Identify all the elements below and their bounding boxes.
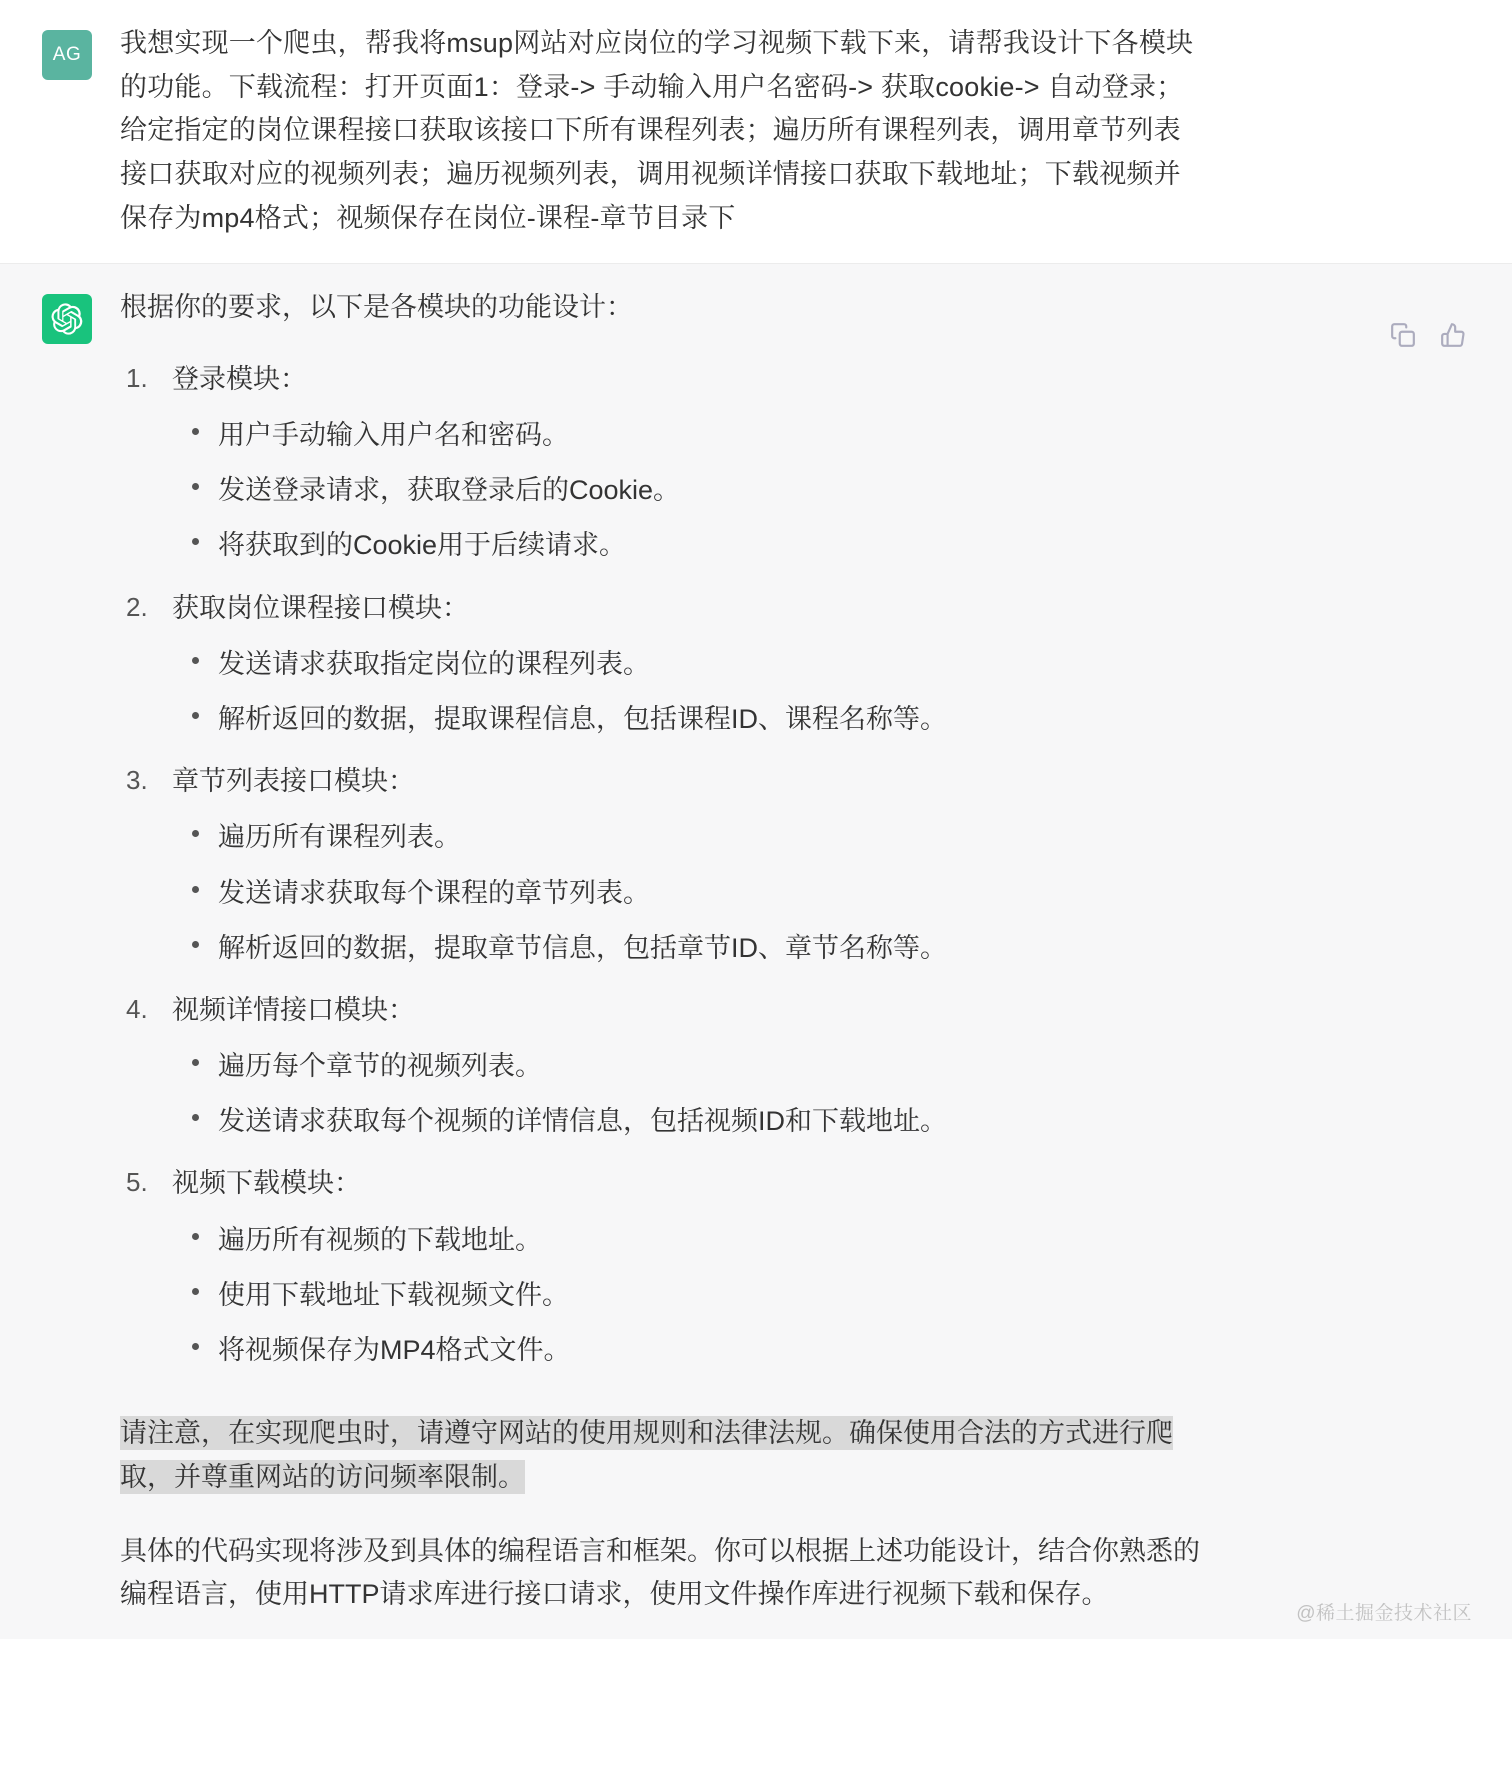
thumbs-up-icon[interactable] [1440, 322, 1466, 348]
module-title: 登录模块： [172, 363, 307, 394]
note-highlight: 取，并尊重网站的访问频率限制。 [120, 1461, 525, 1492]
message-actions [1390, 322, 1466, 348]
note-highlight: 请注意，在实现爬虫时，请遵守网站的使用规则和法律法规。确保使用合法的方式进行爬 [120, 1418, 1173, 1449]
list-item: 发送请求获取每个课程的章节列表。 [218, 866, 1200, 921]
list-item: 将视频保存为MP4格式文件。 [218, 1323, 1200, 1378]
list-item [172, 1159, 1200, 1378]
list-item: 解析返回的数据，提取课程信息，包括课程ID、课程名称等。 [218, 692, 1200, 747]
list-item: 用户手动输入用户名和密码。 [218, 408, 1200, 463]
module-title: 视频下载模块： [172, 1168, 361, 1199]
avatar: AG [42, 30, 92, 80]
list-item: 遍历所有视频的下载地址。 [218, 1213, 1200, 1268]
list-item: 使用下载地址下载视频文件。 [218, 1268, 1200, 1323]
list-item: 发送登录请求，获取登录后的Cookie。 [218, 463, 1200, 518]
user-message-body [120, 22, 1240, 241]
closing-paragraph: 具体的代码实现将涉及到具体的编程语言和框架。你可以根据上述功能设计，结合你熟悉的编程语言，使用HTTP请求库进行接口请求，使用文件操作库进行视频下载和保存。 [120, 1535, 1200, 1610]
highlighted-note [120, 1412, 1200, 1499]
user-avatar-column [0, 22, 120, 241]
note-line-1 [120, 1412, 1200, 1456]
module-sub-list [172, 810, 1200, 976]
list-item [172, 584, 1200, 748]
watermark: @稀土掘金技术社区 [1296, 1603, 1472, 1625]
copy-icon[interactable] [1390, 322, 1416, 348]
assistant-message-body [120, 286, 1240, 1618]
list-item [172, 986, 1200, 1150]
note-line-2 [120, 1456, 1200, 1500]
list-item [172, 757, 1200, 976]
user-message-row [0, 0, 1512, 264]
list-item [172, 355, 1200, 574]
module-title: 获取岗位课程接口模块： [172, 592, 469, 623]
module-sub-list [172, 1213, 1200, 1379]
list-item: 将获取到的Cookie用于后续请求。 [218, 518, 1200, 573]
user-message-text: 我想实现一个爬虫，帮我将msup网站对应岗位的学习视频下载下来，请帮我设计下各模块的功能。下载流程：打开页面1：登录-> 手动输入用户名密码-> 获取cookie-> 自动登录；给定指定的岗位课程接口获取该接口下所有课程列表；遍历所有课程列表，调用章节列表接口获取对应的视频列表；遍历视频列表，调用视频详情接口获取下载地址；下载视频并保存为mp4格式；视频保存在岗位-课程-章节目录下 [120, 28, 1194, 233]
module-sub-list [172, 637, 1200, 747]
openai-logo-icon [42, 294, 92, 344]
assistant-intro-text: 根据你的要求，以下是各模块的功能设计： [120, 291, 633, 322]
list-item: 发送请求获取指定岗位的课程列表。 [218, 637, 1200, 692]
modules-list [120, 355, 1200, 1378]
module-title: 章节列表接口模块： [172, 766, 415, 797]
assistant-avatar-column [0, 286, 120, 1618]
module-sub-list [172, 408, 1200, 574]
list-item: 遍历每个章节的视频列表。 [218, 1039, 1200, 1094]
assistant-message-row [0, 264, 1512, 1640]
module-sub-list [172, 1039, 1200, 1149]
list-item: 遍历所有课程列表。 [218, 810, 1200, 865]
module-title: 视频详情接口模块： [172, 994, 415, 1025]
list-item: 发送请求获取每个视频的详情信息，包括视频ID和下载地址。 [218, 1094, 1200, 1149]
list-item: 解析返回的数据，提取章节信息，包括章节ID、章节名称等。 [218, 921, 1200, 976]
